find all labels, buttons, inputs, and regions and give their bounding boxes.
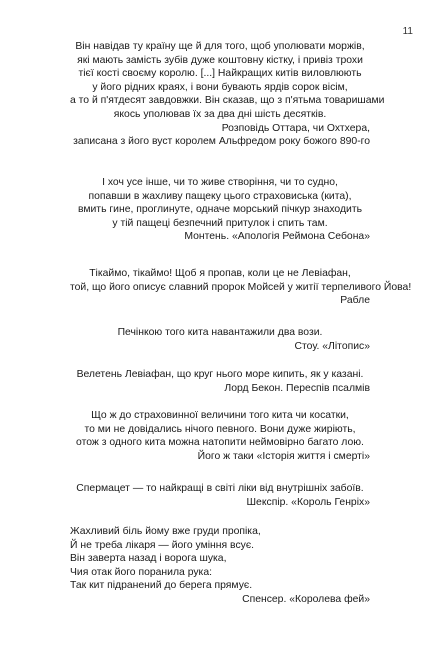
quote-line: якось уполював їх за два дні шість десятків. [113,108,327,120]
quote-line: вмить гине, проглинуте, одначе морський пічкур знаходить [77,204,363,216]
epigraph-quote [70,326,370,353]
quote-line: які мають замість зубів дуже коштовну кістку, і привіз трохи [77,54,363,66]
quote-line: отож з одного кита можна натопити неймовірно багато лою. [76,437,364,449]
quote-attribution: Монтень. «Апологія Реймона Себона» [184,231,370,243]
verse-line: Й не треба лікаря — його уміння всує. [70,539,255,551]
quote-line: Що ж до страховинної величини того кита чи косатки, [91,410,349,421]
page-number: 11 [402,26,413,37]
quote-line: тієї кості своєму королю. [...] Найкращих китів виловлюють [78,68,362,80]
quote-attribution: Шекспір. «Король Генріх» [246,496,370,508]
verse-line: Жахливий біль йому вже груди пропіка, [70,526,261,537]
quote-line: попавши в жахливу пащеку цього страховиська (кита), [88,190,352,202]
quote-attribution: Спенсер. «Королева фей» [242,593,370,605]
quote-line: Велетень Левіафан, що круг нього море кипить, як у казані. [76,369,364,380]
quote-attribution: Лорд Бекон. Переспів псалмів [224,382,370,394]
epigraph-quote [70,40,385,149]
quote-line: той, що його описує славний пророк Мойсей у житії терпеливого Йова! [70,281,412,293]
quote-line: Печінкою того кита навантажили два вози. [117,327,323,338]
quote-line: Тікаймо, тікаймо! Щоб я пропав, коли це не Левіафан, [89,268,351,279]
quote-line: Він навідав ту країну ще й для того, щоб уполювати моржів, [75,41,365,52]
quote-attribution: Рабле [340,295,370,307]
quote-attribution: Стоу. «Літопис» [294,340,370,352]
quote-line: І хоч усе інше, чи то живе створіння, чи то судно, [102,177,338,188]
quote-attribution: записана з його вуст королем Альфредом року божого 890-го [73,136,370,148]
quote-line: Спермацет — то найкращі в світі ліки від внутрішніх забоїв. [76,483,364,494]
quote-line: у тій пащеці безпечний притулок і спить там. [112,217,328,229]
verse-line: Чия отак його поранила рука: [70,566,212,578]
quote-line: а то й п'ятдесят завдовжки. Він сказав, що з п'ятьма товаришами [70,95,385,107]
quote-attribution: Розповідь Оттара, чи Охтхера, [221,122,370,134]
epigraph-quote [70,368,370,395]
epigraph-quote [70,482,370,509]
quote-attribution: Його ж таки «Історія життя і смерті» [197,450,370,462]
epigraph-verse [70,525,370,607]
verse-line: Так кит підранений до берега прямує. [70,580,253,592]
quote-line: то ми не довідались нічого певного. Вони дуже жиріють, [84,423,356,435]
epigraph-quote [70,176,370,244]
epigraph-quote [70,409,370,463]
verse-line: Він заверта назад і ворога шука, [70,553,227,565]
epigraph-quote [70,267,412,308]
quote-line: у його рідних краях, і вони бувають ярдів сорок вісім, [92,81,348,93]
